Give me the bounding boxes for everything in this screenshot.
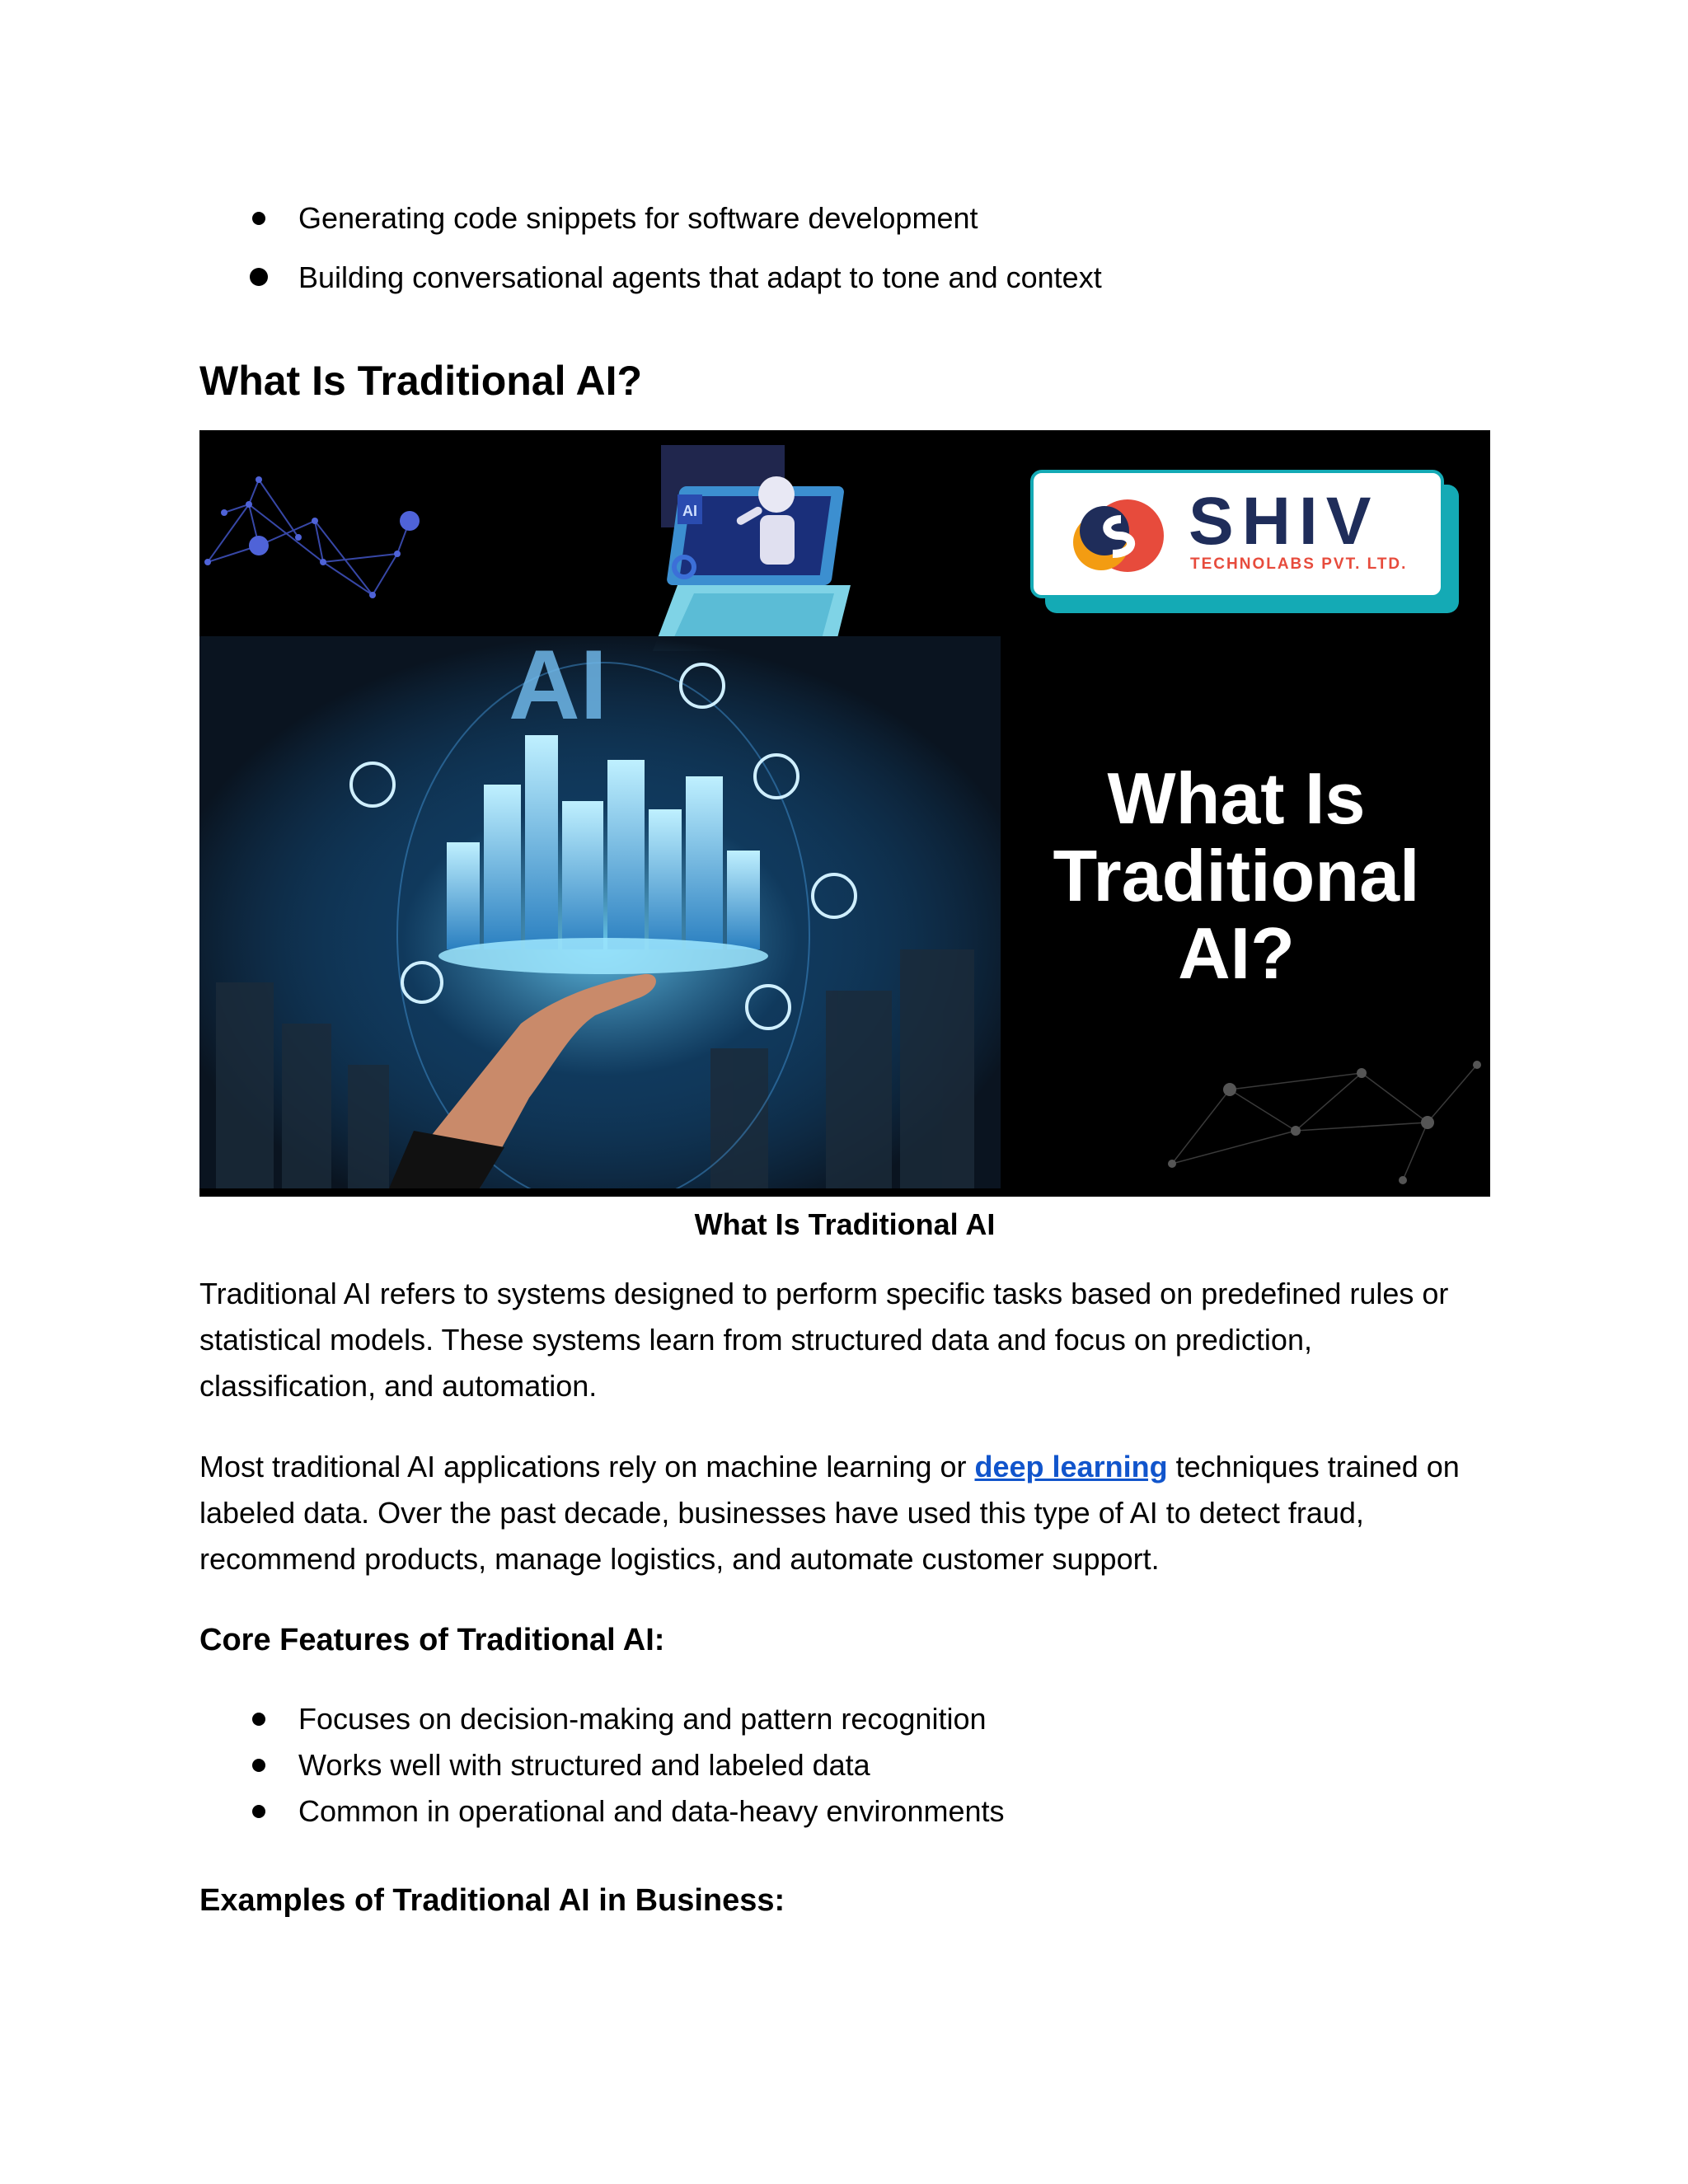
list-item-text: Common in operational and data-heavy environments	[298, 1794, 1005, 1828]
list-item-text: Generating code snippets for software development	[298, 201, 978, 235]
list-item-text: Building conversational agents that adapt to tone and context	[298, 260, 1102, 294]
banner-title-line: AI?	[1178, 912, 1295, 994]
bullet-icon	[252, 1759, 265, 1772]
paragraph: Traditional AI refers to systems designed to perform specific tasks based on predefined rules or statistical models. These systems learn from structured data and focus on prediction, classification, and automation.	[199, 1277, 1449, 1403]
list-item-text: Works well with structured and labeled data	[298, 1748, 870, 1782]
logo-mark-icon	[1070, 494, 1177, 577]
paragraph-text: Most traditional AI applications rely on machine learning or	[199, 1450, 975, 1483]
bullet-icon	[250, 268, 268, 286]
laptop-robot-icon	[645, 445, 875, 651]
paragraph-text: techniques trained on labeled data. Over the past decade, businesses have used this type of AI to detect fraud, recommend products, manage logistics, and automate customer support.	[199, 1450, 1460, 1576]
network-graphic-icon	[199, 463, 430, 612]
core-features-list	[199, 1696, 1436, 1835]
svg-text:AI: AI	[682, 503, 697, 519]
deep-learning-link[interactable]: deep learning	[974, 1450, 1168, 1483]
banner-title	[1030, 757, 1442, 994]
list-item	[199, 1696, 1436, 1742]
company-logo	[1030, 470, 1444, 598]
banner-title-line: Traditional	[1053, 835, 1420, 916]
section-heading: What Is Traditional AI?	[199, 358, 643, 404]
paragraph	[199, 1444, 1493, 1582]
intro-bullet-list	[199, 195, 1436, 301]
bullet-icon	[252, 212, 265, 225]
svg-text:AI: AI	[509, 636, 607, 740]
network-graphic-icon	[1156, 1040, 1485, 1188]
list-item	[199, 195, 1436, 241]
logo-subtitle: TECHNOLABS PVT. LTD.	[1190, 555, 1408, 573]
list-item	[199, 1788, 1436, 1835]
ai-city-illustration	[199, 636, 1001, 1188]
bullet-icon	[252, 1713, 265, 1726]
image-caption: What Is Traditional AI	[694, 1207, 996, 1241]
banner-image	[199, 430, 1490, 1197]
subheading: Examples of Traditional AI in Business:	[199, 1883, 785, 1918]
list-item	[199, 255, 1436, 301]
list-item	[199, 1742, 1436, 1788]
bullet-icon	[252, 1805, 265, 1818]
banner-title-line: What Is	[1107, 757, 1366, 839]
logo-wordmark: SHIV	[1189, 484, 1380, 559]
subheading: Core Features of Traditional AI:	[199, 1623, 665, 1657]
list-item-text: Focuses on decision-making and pattern recognition	[298, 1702, 987, 1736]
